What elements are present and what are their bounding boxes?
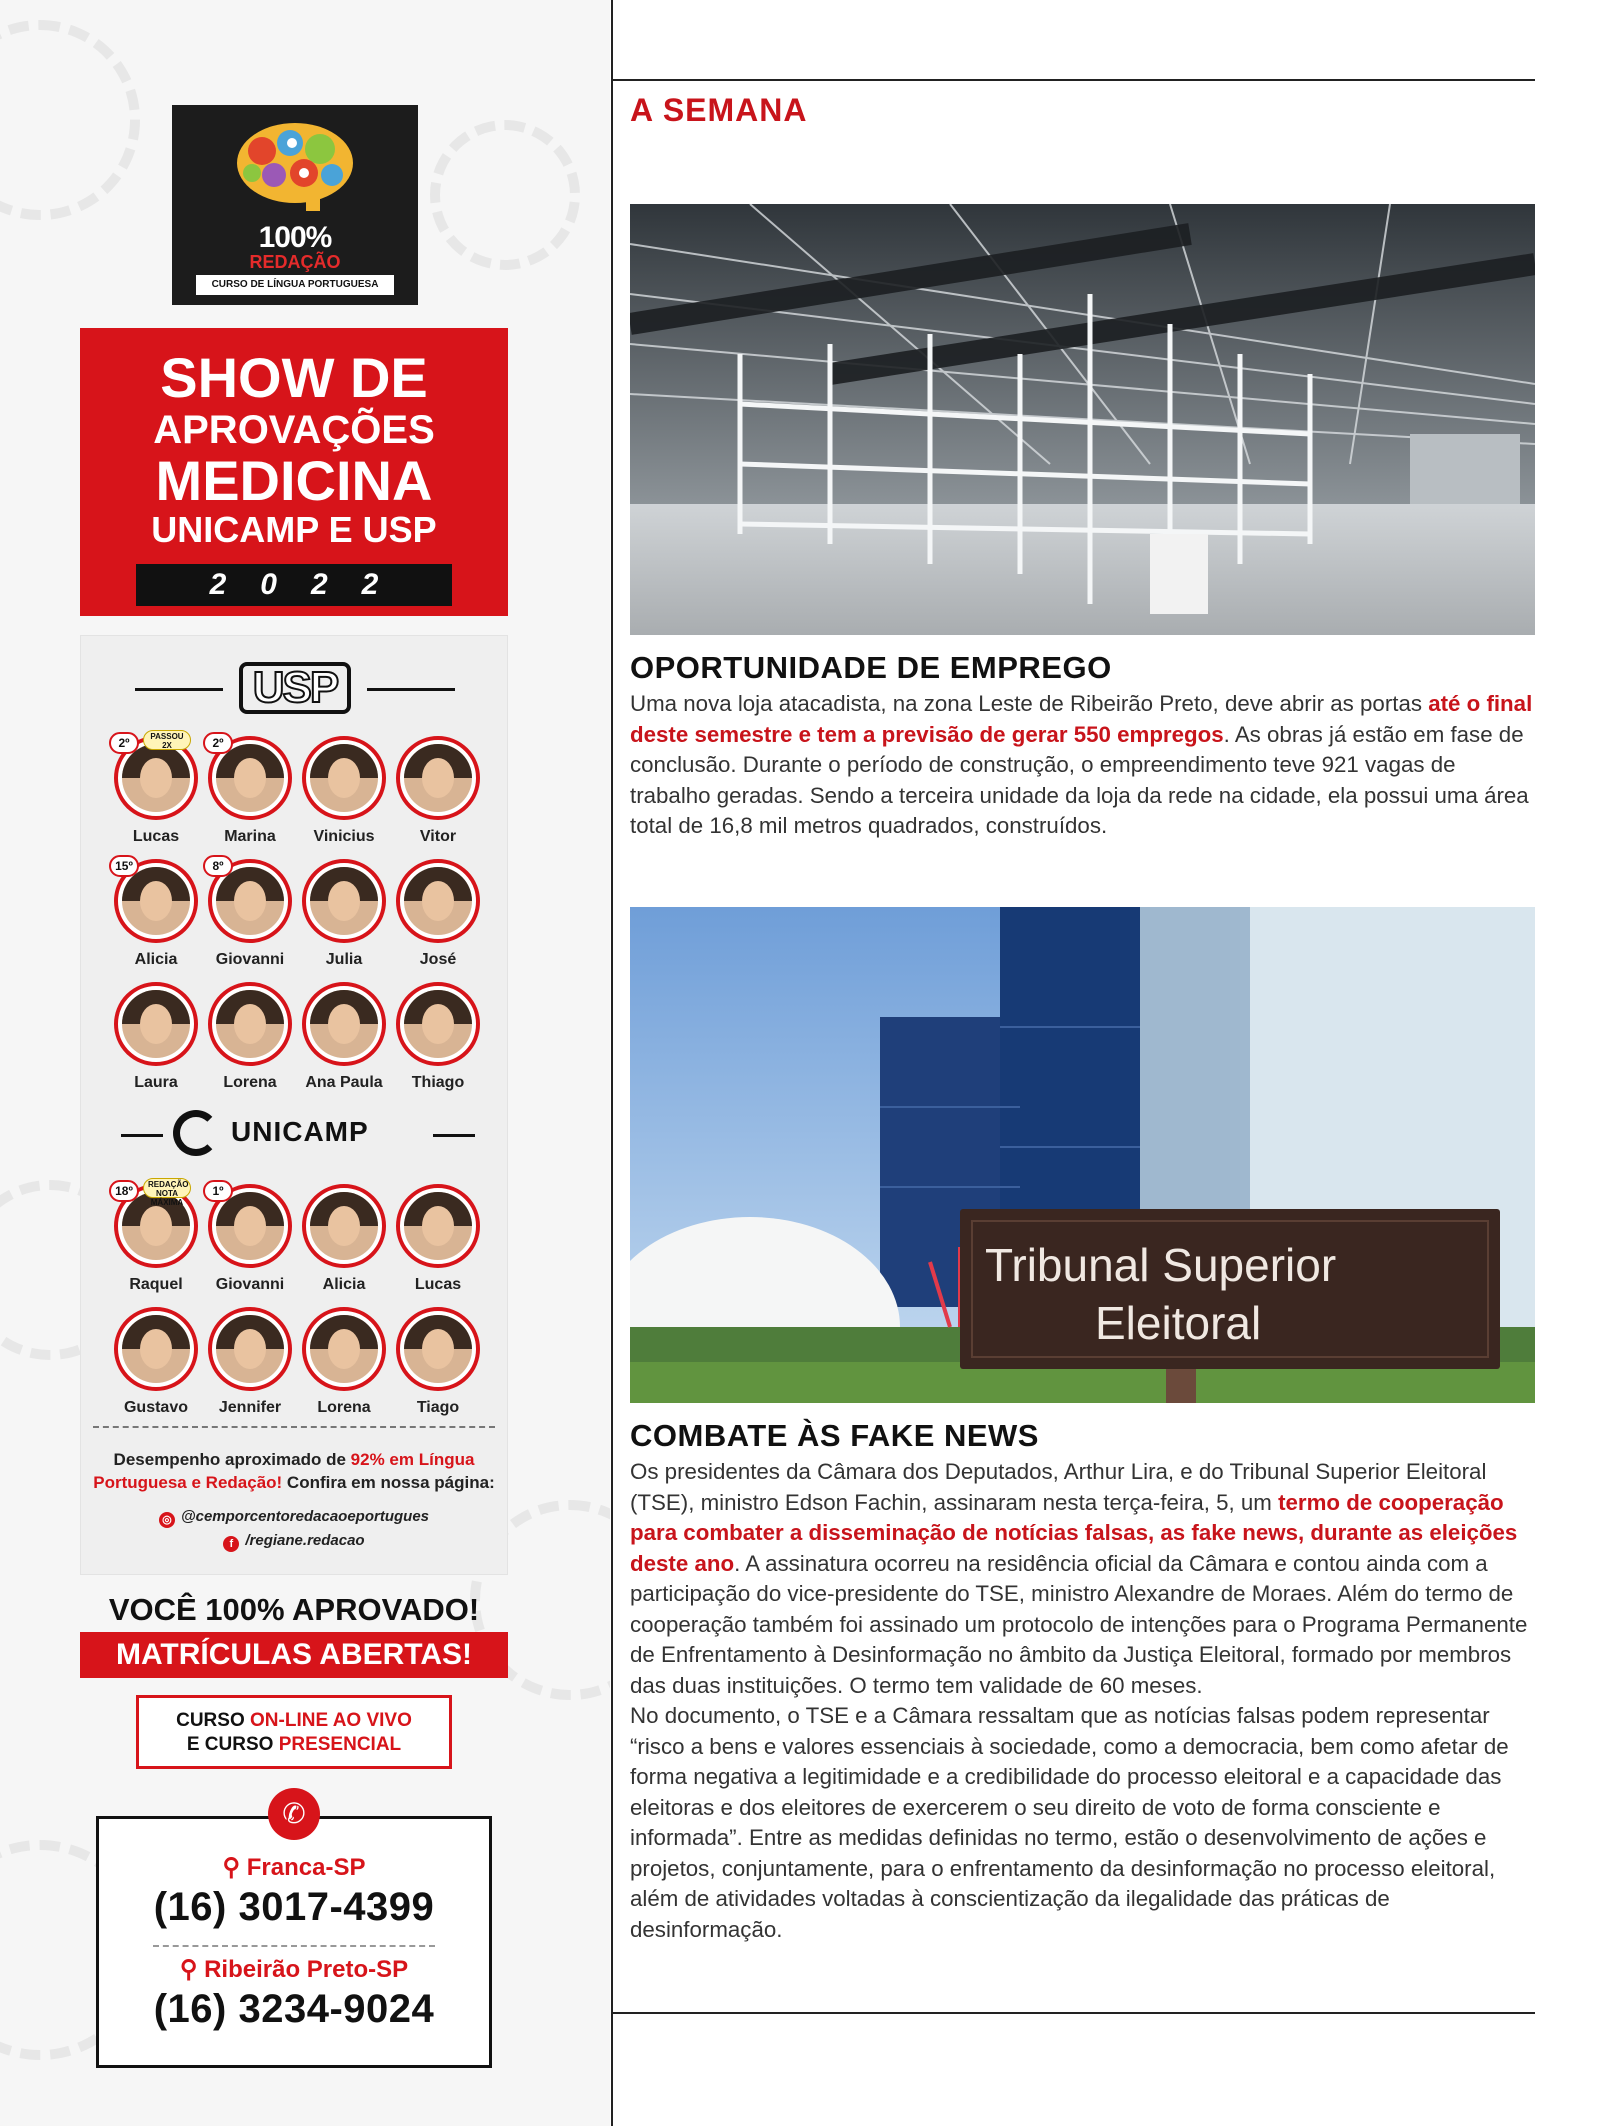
- usp-header: [81, 658, 507, 718]
- student-card: [297, 736, 391, 856]
- story1-headline: OPORTUNIDADE DE EMPREGO: [630, 650, 1112, 685]
- banner-line-1: SHOW DE: [160, 346, 428, 409]
- student-name: Jennifer: [218, 1399, 282, 1416]
- student-photo: [302, 736, 386, 820]
- student-name: Marina: [224, 828, 276, 845]
- background-gear-decoration: [0, 20, 140, 220]
- instagram-text: @cemporcentoredacaoeportugues: [180, 1508, 430, 1525]
- rank-badge: 8º: [203, 855, 233, 877]
- story2-paragraph-2: No documento, o TSE e a Câmara ressaltam que as notícias falsas podem representar “risco a bens e valores essenciais à sociedade, como a democracia, bem como afetar de forma negativa a legitimidade e a credibilidade do processo eleitoral e a capacidade das eleitoras e dos eleitores de exercerem o seu direito de voto de forma consciente e informada”. Entre as medidas definidas no termo, estão o desenvolvimento de ações e projetos, conjuntamente, para o enfrentamento da desinformação no processo eleitoral, além de atividades voltadas à conscientização da ilegalidade das práticas de desinformação.: [630, 1703, 1509, 1942]
- performance-note: [91, 1448, 497, 1494]
- contact-city-ribeirao: [99, 1955, 489, 1984]
- rank-badge: 1º: [203, 1180, 233, 1202]
- student-photo: [302, 982, 386, 1066]
- banner-year: 2022: [136, 564, 452, 606]
- rank-badge: 2º: [109, 732, 139, 754]
- enrollment-open-banner: MATRÍCULAS ABERTAS!: [80, 1632, 508, 1678]
- student-card: [297, 859, 391, 979]
- section-title: A SEMANA: [630, 92, 808, 128]
- background-gear-decoration: [430, 120, 580, 270]
- story2-highlight: termo de cooperação para combater a disseminação de notícias falsas, as fake news, durante as eleições deste ano: [630, 1489, 1518, 1576]
- banner-line-2: APROVAÇÕES: [153, 408, 435, 452]
- performance-highlight: 92% em Língua Portuguesa e Redação!: [93, 1450, 475, 1492]
- student-photo: [302, 1184, 386, 1268]
- student-card: [109, 1180, 203, 1304]
- student-card: [297, 1184, 391, 1304]
- instagram-icon: ◎: [159, 1512, 175, 1528]
- unicamp-emblem-icon: [173, 1110, 219, 1156]
- student-card: [203, 736, 297, 856]
- course-mode-online: ON-LINE AO VIVO: [250, 1710, 412, 1731]
- student-photo: [396, 1307, 480, 1391]
- unicamp-logo-text: UNICAMP: [231, 1116, 369, 1147]
- student-card: [203, 982, 297, 1102]
- logo-tagline: CURSO DE LÍNGUA PORTUGUESA: [196, 275, 394, 295]
- student-photo: [396, 859, 480, 943]
- student-card: [391, 736, 485, 856]
- student-photo: [302, 1307, 386, 1391]
- student-name: Julia: [325, 951, 363, 968]
- sign-line-2: Eleitoral: [1095, 1297, 1262, 1349]
- student-name: Alicia: [322, 1276, 366, 1293]
- brand-logo: [172, 105, 418, 305]
- achievement-badge: REDAÇÃO NOTA MÁXIMA: [143, 1178, 191, 1198]
- achievement-badge: PASSOU 2X: [143, 730, 191, 750]
- story2-headline: COMBATE ÀS FAKE NEWS: [630, 1418, 1039, 1453]
- student-name: Thiago: [411, 1074, 465, 1091]
- bottom-rule: [613, 2012, 1535, 2014]
- student-card: [203, 859, 297, 979]
- city-name: Franca-SP: [246, 1854, 366, 1881]
- location-pin-icon: ⚲: [179, 1956, 205, 1983]
- student-name: José: [419, 951, 457, 968]
- instagram-handle[interactable]: [81, 1508, 507, 1528]
- tse-building-photo: [630, 907, 1535, 1403]
- course-mode-text: CURSO: [176, 1710, 251, 1731]
- student-card: [297, 1307, 391, 1427]
- student-photo: [114, 1307, 198, 1391]
- phone-ribeirao[interactable]: (16) 3234-9024: [153, 1987, 435, 2031]
- story1-body: [630, 689, 1535, 842]
- rank-badge: 18º: [109, 1180, 139, 1202]
- approvals-banner: [80, 328, 508, 616]
- student-name: Alicia: [134, 951, 178, 968]
- student-name: Lucas: [414, 1276, 462, 1293]
- story2-text: Os presidentes da Câmara dos Deputados, Arthur Lira, e do Tribunal Superior Eleitoral (TSE), ministro Edson Fachin, assinaram nesta terça-feira, 5, um: [630, 1459, 1487, 1515]
- story1-highlight: até o final deste semestre e tem a previsão de gerar 550 empregos: [630, 691, 1533, 747]
- phone-icon: ✆: [268, 1788, 320, 1840]
- student-name: Gustavo: [123, 1399, 188, 1416]
- student-name: Giovanni: [215, 1276, 285, 1293]
- top-rule: [613, 79, 1535, 81]
- sign-line-1: Tribunal Superior: [985, 1239, 1337, 1291]
- banner-line-4: UNICAMP E USP: [151, 509, 437, 550]
- student-name: Lorena: [317, 1399, 371, 1416]
- student-name: Giovanni: [215, 951, 285, 968]
- course-mode-presencial: PRESENCIAL: [278, 1734, 402, 1755]
- location-pin-icon: ⚲: [222, 1854, 247, 1881]
- rank-badge: 15º: [109, 855, 139, 877]
- story2-text: . A assinatura ocorreu na residência oficial da Câmara e contou ainda com a participação do vice-presidente do TSE, ministro Alexandre de Moraes. Além do termo de cooperação também foi assinado um protocolo de intenções para o Programa Permanente de Enfrentamento à Desinformação no âmbito da Justiça Eleitoral, formado por membros das duas instituições. O termo tem validade de 60 meses.: [630, 1550, 1528, 1698]
- performance-text-a: Desempenho aproximado de: [113, 1450, 351, 1469]
- student-name: Vinicius: [313, 828, 375, 845]
- student-photo: [208, 982, 292, 1066]
- unicamp-logo: [173, 1110, 421, 1158]
- student-name: Tiago: [416, 1399, 460, 1416]
- student-photo: [396, 1184, 480, 1268]
- student-name: Lucas: [132, 828, 180, 845]
- course-advertisement: [0, 0, 610, 2126]
- student-photo: [302, 859, 386, 943]
- contact-city-franca: [99, 1853, 489, 1882]
- student-card: [391, 1307, 485, 1427]
- unicamp-header: [81, 1104, 507, 1164]
- student-card: [391, 982, 485, 1102]
- student-card: [391, 1184, 485, 1304]
- student-name: Ana Paula: [305, 1074, 383, 1091]
- student-name: Laura: [134, 1074, 178, 1091]
- facebook-handle[interactable]: [81, 1532, 507, 1552]
- student-name: Lorena: [223, 1074, 277, 1091]
- usp-logo: USP: [239, 662, 351, 714]
- facebook-text: /regiane.redacao: [245, 1532, 365, 1549]
- student-card: [391, 859, 485, 979]
- student-card: [297, 982, 391, 1102]
- rank-badge: 2º: [203, 732, 233, 754]
- course-mode-text: E CURSO: [186, 1734, 279, 1755]
- logo-percent: 100%: [258, 221, 332, 254]
- city-name: Ribeirão Preto-SP: [204, 1956, 409, 1983]
- story1-text: Uma nova loja atacadista, na zona Leste de Ribeirão Preto, deve abrir as portas: [630, 691, 1429, 716]
- student-card: [109, 982, 203, 1102]
- course-modes-box: [136, 1695, 452, 1769]
- brain-logo-icon: [232, 117, 358, 213]
- story2-body: [630, 1457, 1535, 1945]
- student-card: [109, 732, 203, 856]
- column-divider: [611, 0, 613, 2126]
- student-card: [203, 1307, 297, 1427]
- student-photo: [208, 1307, 292, 1391]
- dashed-divider: [93, 1426, 495, 1428]
- student-photo: [396, 982, 480, 1066]
- story1-text: . As obras já estão em fase de conclusão. Durante o período de construção, o empreendimento teve 921 vagas de trabalho geradas. Sendo a terceira unidade da loja da rede na cidade, ela possui uma área total de 16,8 mil metros quadrados, construídos.: [630, 721, 1529, 838]
- contact-divider: [153, 1945, 435, 1947]
- student-card: [109, 1307, 203, 1427]
- facebook-icon: f: [223, 1536, 239, 1552]
- student-photo: [114, 982, 198, 1066]
- contact-box: [96, 1816, 492, 2068]
- approved-slogan: VOCÊ 100% APROVADO!: [108, 1592, 480, 1627]
- student-card: [203, 1184, 297, 1304]
- warehouse-photo: [630, 204, 1535, 635]
- approved-students-panel: [80, 635, 508, 1575]
- student-photo: [396, 736, 480, 820]
- phone-franca[interactable]: (16) 3017-4399: [153, 1885, 435, 1929]
- banner-line-3: MEDICINA: [155, 449, 433, 512]
- student-name: Vitor: [419, 828, 457, 845]
- performance-text-b: Confira em nossa página:: [282, 1473, 495, 1492]
- student-card: [109, 859, 203, 979]
- logo-word: REDAÇÃO: [249, 252, 341, 272]
- student-name: Raquel: [129, 1276, 183, 1293]
